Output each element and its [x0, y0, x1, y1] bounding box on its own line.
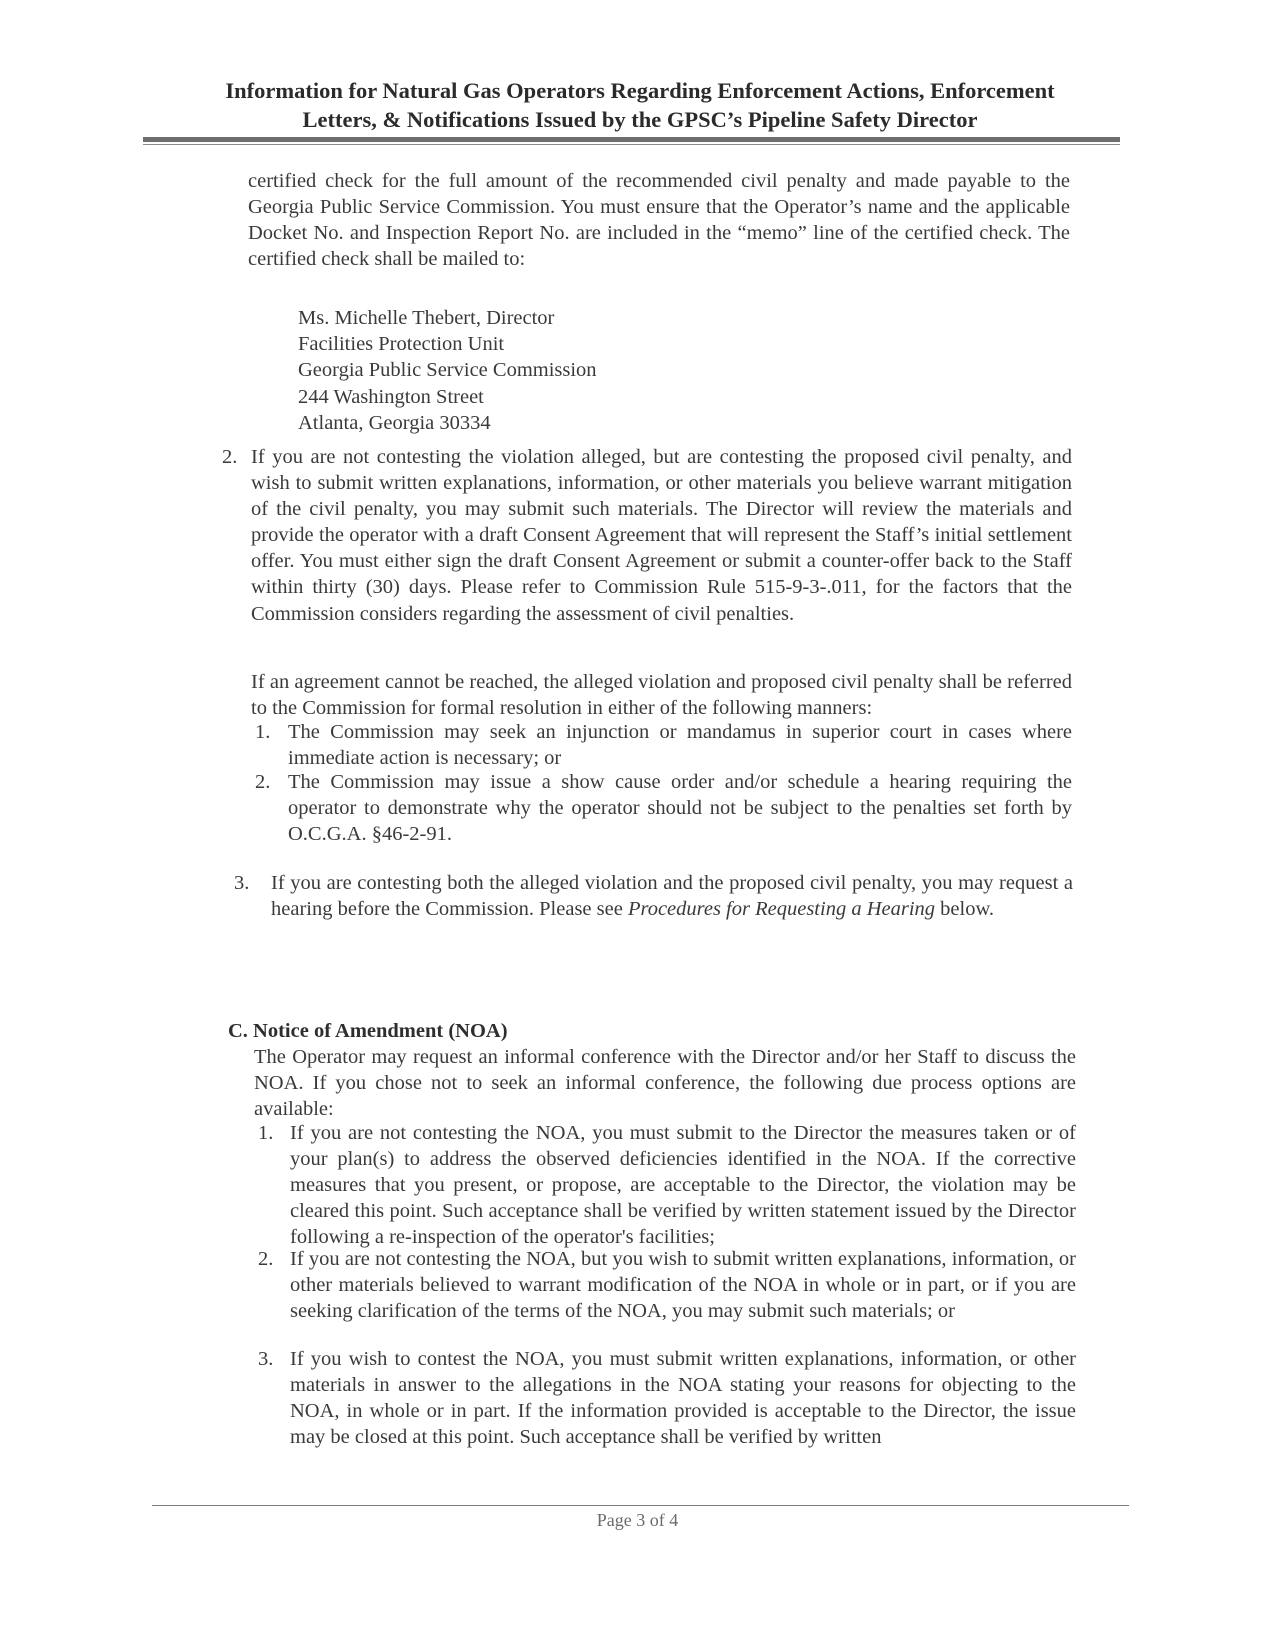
option-3-number: 3.: [258, 1348, 274, 1370]
header-title-line-2: Letters, & Notifications Issued by the GPSC’s Pipeline Safety Director: [302, 107, 978, 132]
manner-1-number: 1.: [255, 721, 271, 743]
header-title-line-1: Information for Natural Gas Operators Regarding Enforcement Actions, Enforcement: [225, 78, 1055, 103]
item-3-number: 3.: [234, 872, 250, 894]
address-line-4: 244 Washington Street: [298, 385, 484, 408]
page-number: Page 3 of 4: [596, 1510, 679, 1530]
header-rule-thin: [143, 144, 1120, 145]
item-2-text: If you are not contesting the violation alleged, but are contesting the proposed civil penalty, and wish to submit written explanations, information, or other materials you believe warrant mitigation of the civil penalty, you may submit such materials. The Director will review the materials and provide the operator with a draft Consent Agreement that will represent the Staff’s initial settlement offer. You must either sign the draft Consent Agreement or submit a counter-offer back to the Staff within thirty (30) days. Please refer to Commission Rule 515-9-3-.011, for the factors that the Commission considers regarding the assessment of civil penalties.: [251, 446, 1072, 625]
procedures-reference: Procedures for Requesting a Hearing: [627, 898, 936, 921]
option-3-text: If you wish to contest the NOA, you must submit written explanations, information, or other materials in answer to the allegations in the NOA stating your reasons for objecting to the NOA, in whole or in part. If the information provided is acceptable to the Director, the issue may be closed at this point. Such acceptance shall be verified by written: [290, 1348, 1076, 1449]
item-3-text: [271, 870, 1073, 922]
section-c-intro: The Operator may request an informal conference with the Director and/or her Staff to discuss the NOA. If you chose not to seek an informal conference, the following due process options are available:: [254, 1046, 1076, 1121]
option-2-text: If you are not contesting the NOA, but you wish to submit written explanations, information, or other materials believed to warrant modification of the NOA in whole or in part, or if you are seeking clarification of the terms of the NOA, you may submit such materials; or: [290, 1248, 1076, 1323]
manner-2-number: 2.: [255, 771, 271, 793]
page-header-title: [140, 76, 1140, 134]
option-1-number: 1.: [258, 1122, 274, 1144]
address-line-1: Ms. Michelle Thebert, Director: [298, 307, 555, 329]
option-2-number: 2.: [258, 1248, 274, 1270]
item-3-text-before: If you are contesting both the alleged violation and the proposed civil penalty, you may request a hearing before the Commission. Please see: [271, 872, 1073, 921]
address-line-5: Atlanta, Georgia 30334: [298, 411, 491, 434]
manner-2-text: The Commission may issue a show cause order and/or schedule a hearing requiring the operator to demonstrate why the operator should not be subject to the penalties set forth by O.C.G.A. §46-2-91.: [288, 771, 1072, 846]
item-3-text-after: below.: [935, 898, 995, 921]
item-2-number: 2.: [222, 446, 238, 468]
option-1-text: If you are not contesting the NOA, you must submit to the Director the measures taken or of your plan(s) to address the observed deficiencies identified in the NOA. If the corrective measures that you present, or propose, are acceptable to the Director, the violation may be cleared this point. Such acceptance shall be verified by written statement issued by the Director following a re-inspection of the operator's facilities;: [290, 1122, 1076, 1249]
address-line-2: Facilities Protection Unit: [298, 333, 505, 356]
address-line-3: Georgia Public Service Commission: [298, 359, 597, 382]
mailing-address: [298, 305, 597, 436]
footer-rule: [152, 1505, 1129, 1506]
agreement-paragraph: If an agreement cannot be reached, the alleged violation and proposed civil penalty shall be referred to the Commission for formal resolution in either of the following manners:: [251, 671, 1072, 720]
manner-1-text: The Commission may seek an injunction or mandamus in superior court in cases where immediate action is necessary; or: [288, 721, 1072, 770]
intro-paragraph: certified check for the full amount of the recommended civil penalty and made payable to the Georgia Public Service Commission. You must ensure that the Operator’s name and the applicable Docket No. and Inspection Report No. are included in the “memo” line of the certified check. The certified check shall be mailed to:: [248, 170, 1070, 271]
section-c-heading: C. Notice of Amendment (NOA): [228, 1020, 508, 1042]
header-rule-thick: [143, 137, 1120, 142]
